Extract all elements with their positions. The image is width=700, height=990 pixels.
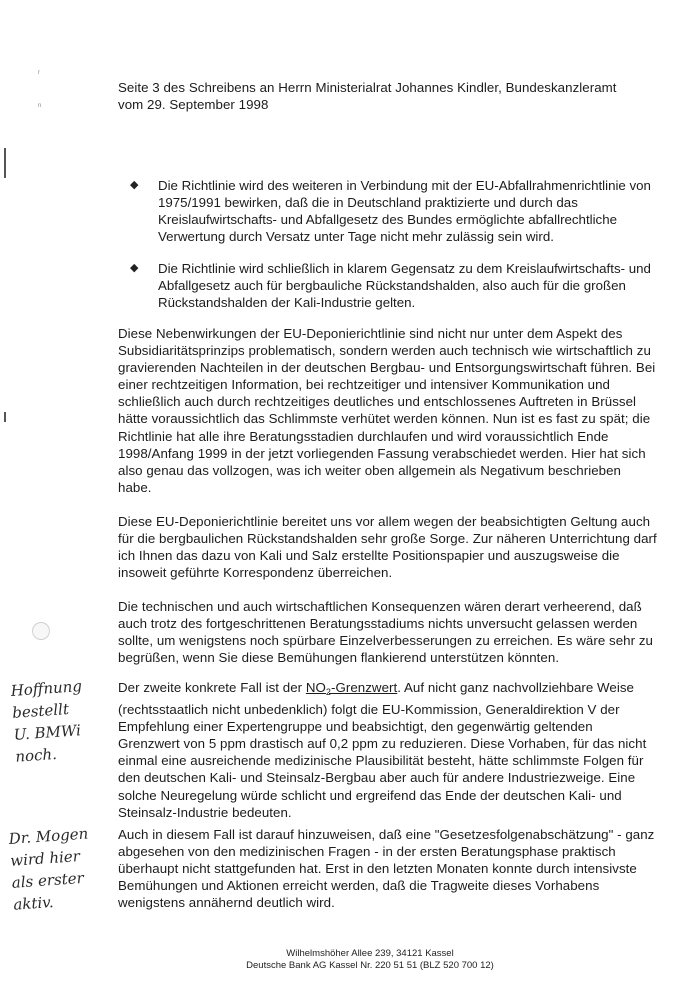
footer-bank: Deutsche Bank AG Kassel Nr. 220 51 51 (BLZ 520 700 12) xyxy=(246,960,494,971)
paragraph-text: . Auf nicht ganz nachvollziehbare Weise (rechtsstaatlich nicht unbedenklich) folgt die EU-Kommission, Generaldirektion V der Empfehlung einer Expertengruppe und beabsichtigt, den gegenwärtig geltenden Grenzwert von 5 ppm drastisch auf 0,2 ppm zu reduzieren. Diese Vorhaben, für das nicht einmal eine ausreichende medizinische Plausibilität besteht, hätte schlimmste Folgen für den deutschen Kali- und Steinsalz-Bergbau aber auch für andere Industriezweige. Eine solche Neuregelung würde schlicht und ergreifend das Ende der deutschen Kali- und Steinsalz-Industrie bedeuten. xyxy=(118,680,647,820)
paragraph: Diese Nebenwirkungen der EU-Deponierichtlinie sind nicht nur unter dem Aspekt des Subsidiaritätsprinzips problematisch, sondern werden auch technisch wie wirtschaftlich zu gravierenden Nachteilen in der deutschen Bergbau- und Entsorgungswirtschaft führen. Bei einer rechtzeitigen Information, bei rechtzeitiger und intensiver Kommunikation und schließlich auch durch rechtzeitiges deutliches und entschlossenes Auftreten in Brüssel hätte voraussichtlich das Schlimmste verhütet werden können. Nun ist es fast zu spät; die Richtlinie hat alle ihre Beratungsstadien durchlaufen und wird voraussichtlich Ende 1998/Anfang 1999 in der jetzt vorliegenden Fassung verabschiedet werden. Hier hat sich also genau das vollzogen, was ich weiter oben allgemein als Negativum beschrieben habe. xyxy=(118,326,656,495)
page-header xyxy=(118,79,658,113)
margin-tick-mark: r xyxy=(38,70,40,76)
no2-suffix: -Grenzwert xyxy=(330,680,398,695)
paragraph: Die technischen und auch wirtschaftlichen Konsequenzen wären derart verheerend, daß auch trotz des fortgeschrittenen Beratungsstadiums nichts unversucht gelassen werden sollte, um wenigstens noch spürbare Einzelverbesserungen zu erreichen. Es wäre sehr zu begrüßen, wenn Sie diese Bemühungen flankierend unterstützen könnten. xyxy=(118,599,653,666)
left-margin-line xyxy=(4,412,6,422)
no2-subscript: 2 xyxy=(325,687,331,697)
header-line-1: Seite 3 des Schreibens an Herrn Ministerialrat Johannes Kindler, Bundeskanzleramt xyxy=(118,80,617,95)
left-margin-line xyxy=(4,148,6,178)
bullet-icon: ◆ xyxy=(130,262,139,274)
bullet-item: Die Richtlinie wird des weiteren in Verbindung mit der EU-Abfallrahmenrichtlinie von 1975/1991 bewirken, daß die in Deutschland praktizierte und durch das Kreislaufwirtschafts- und Abfallgesetz des Bundes ermöglichte abfallrechtliche Verwertung durch Versatz unter Tage nicht mehr zulässig sein wird. xyxy=(158,178,651,245)
margin-tick-mark: n xyxy=(38,103,42,109)
punch-hole xyxy=(32,622,50,640)
handwritten-note: Hoffnung bestellt U. BMWi noch. xyxy=(10,677,83,766)
footer-address: Wilhelmshöher Allee 239, 34121 Kassel xyxy=(286,948,454,959)
handwritten-note: Dr. Mogen wird hier als erster aktiv. xyxy=(8,824,89,914)
bullet-item: Die Richtlinie wird schließlich in klarem Gegensatz zu dem Kreislaufwirtschafts- und Abfallgesetz auch für bergbauliche Rückstandshalden, also auch für die großen Rückstandshalden der Kali-Industrie gelten. xyxy=(158,261,651,311)
paragraph: Auch in diesem Fall ist darauf hinzuweisen, daß eine "Gesetzesfolgenabschätzung" - ganz abgesehen von den medizinischen Fragen - in der ersten Beratungsphase praktisch überhaupt nicht stattgefunden hat. Erst in den letzten Monaten konnte durch intensivste Bemühungen und Aktionen erreicht werden, daß die Tragweite dieses Vorhabens wenigstens annähernd deutlich wird. xyxy=(118,827,655,911)
no2-formula: NO xyxy=(305,680,326,695)
no2-term xyxy=(306,680,397,695)
header-line-2: vom 29. September 1998 xyxy=(118,97,269,113)
page-footer xyxy=(0,948,700,972)
bullet-icon: ◆ xyxy=(130,179,139,191)
paragraph: Diese EU-Deponierichtlinie bereitet uns vor allem wegen der beabsichtigten Geltung auch für die bergbaulichen Rückstandshalden sehr große Sorge. Zur näheren Unterrichtung darf ich Ihnen das dazu von Kali und Salz erstellte Positionspapier und auszugsweise die insoweit geführte Korrespondenz überreichen. xyxy=(118,514,657,581)
paragraph-no2 xyxy=(118,679,658,821)
paragraph-text: Der zweite konkrete Fall ist der xyxy=(118,680,306,695)
